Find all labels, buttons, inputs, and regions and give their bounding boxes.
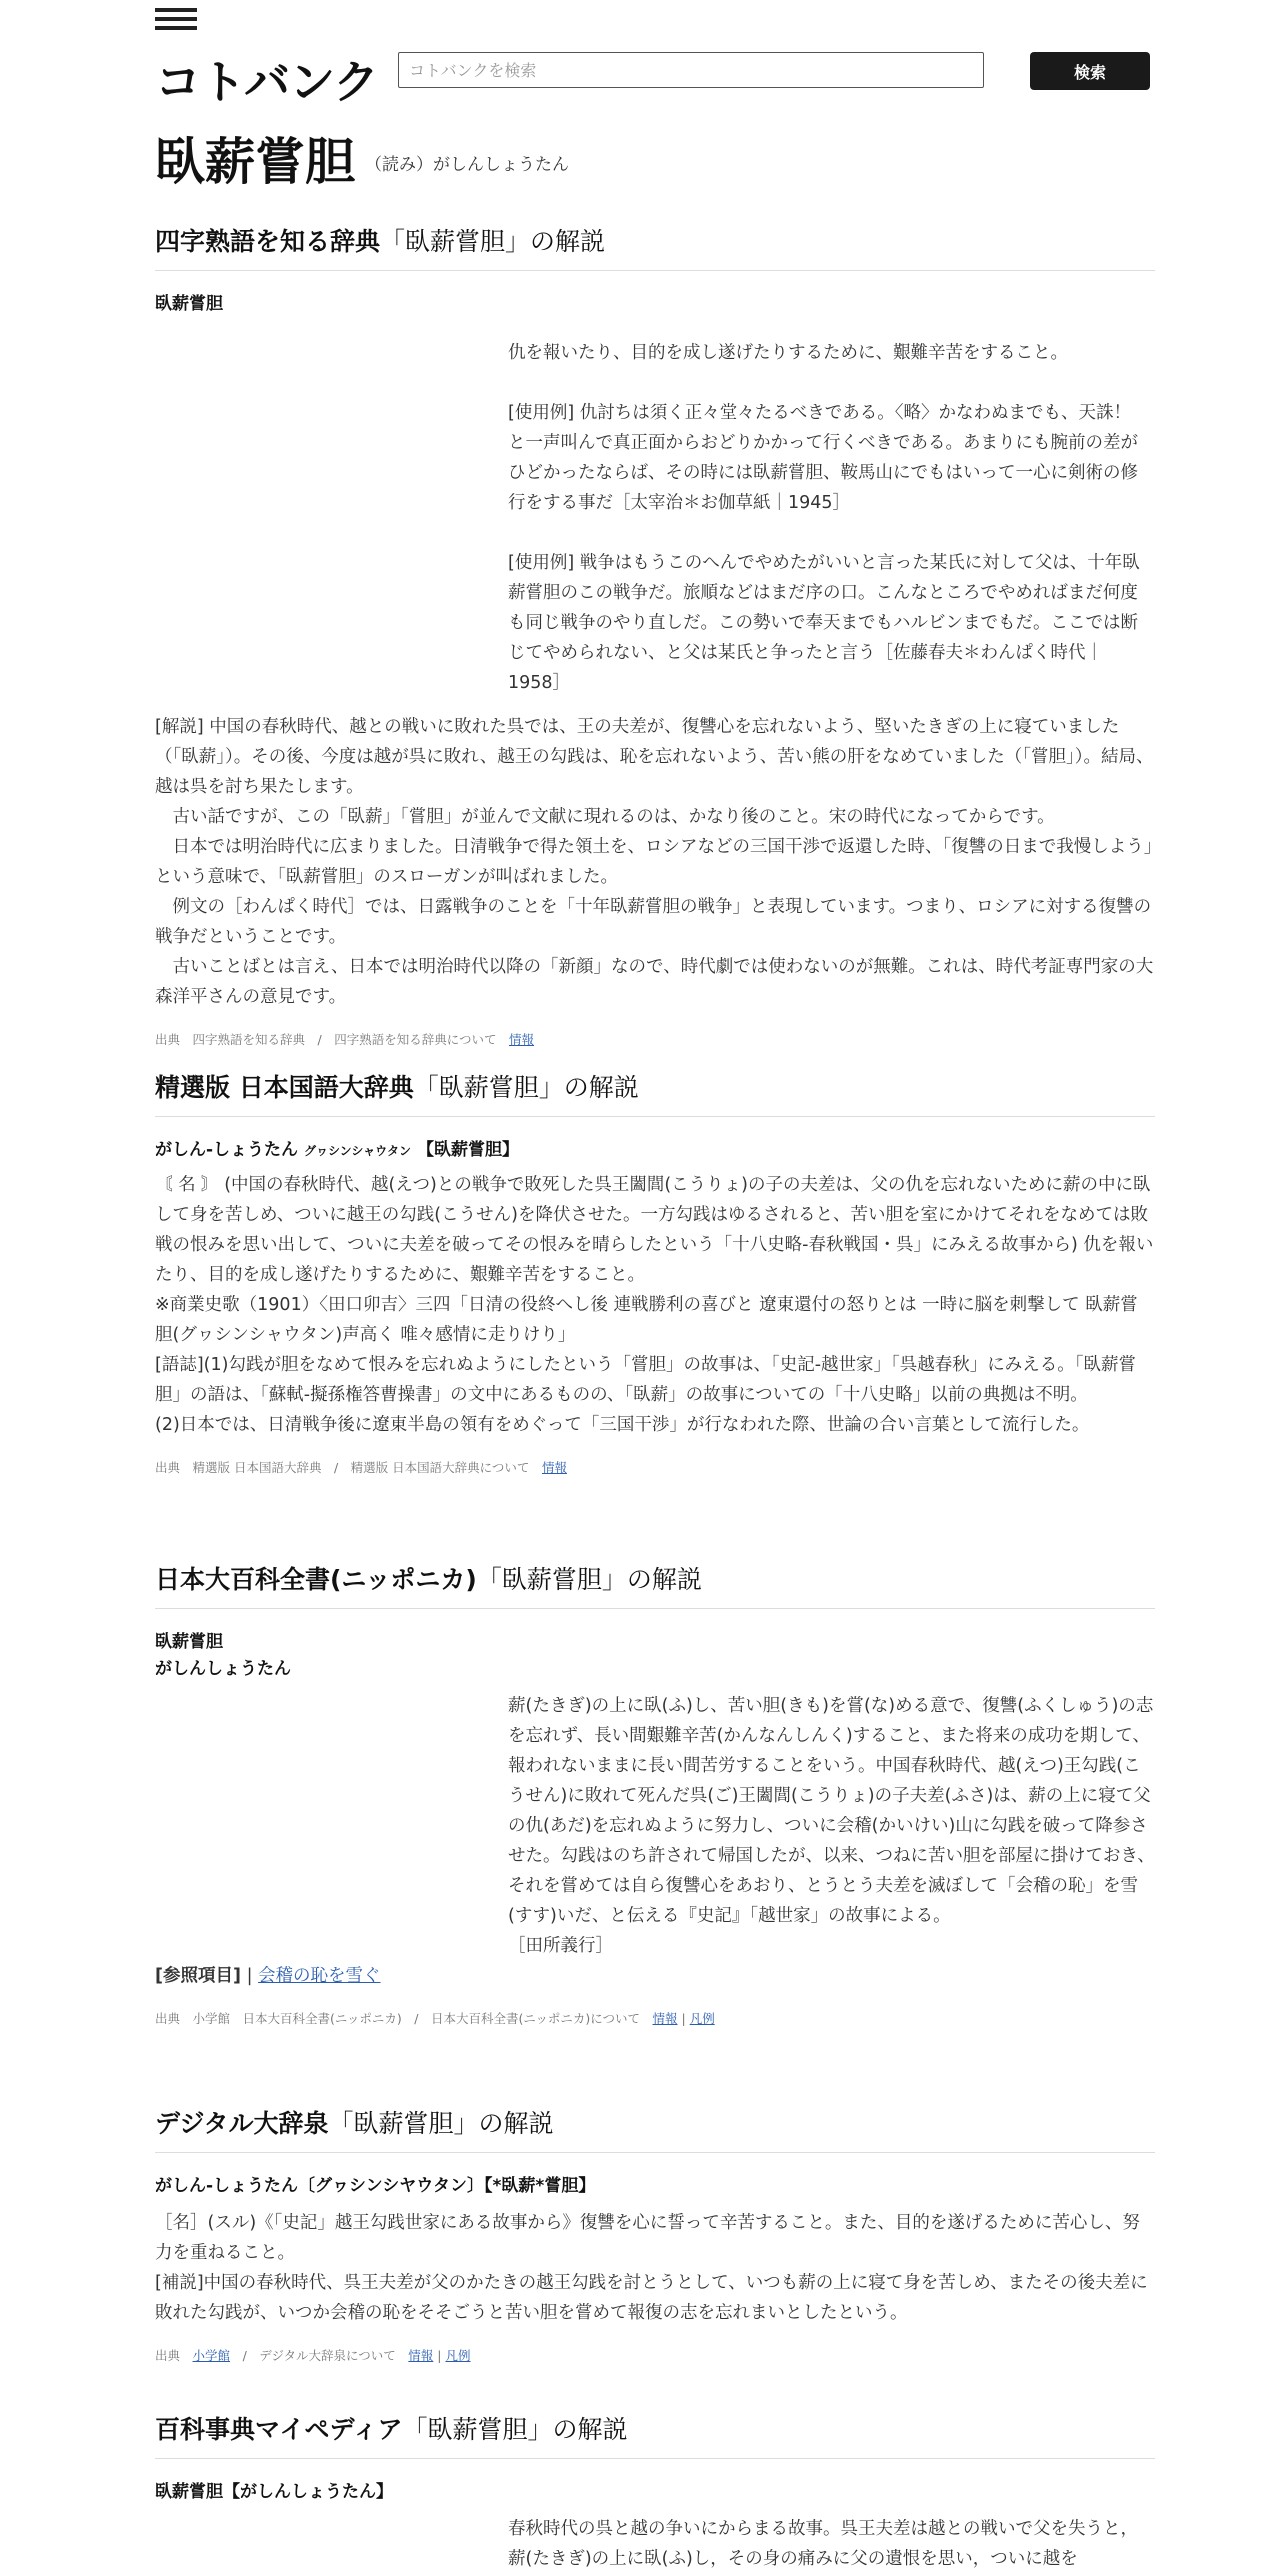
dict-name[interactable]: デジタル大辞泉 <box>155 2109 329 2138</box>
headword: がしん‐しょうたん〔グヮシンシヤウタン〕【*臥薪*嘗胆】 <box>155 2176 596 2196</box>
section-heading <box>155 222 1155 271</box>
related-link[interactable]: 会稽の恥を雪ぐ <box>258 1966 381 1986</box>
author: ［田所義行］ <box>508 1936 613 1956</box>
section-heading <box>155 2410 1155 2459</box>
page-title: 臥薪嘗胆 <box>155 133 355 191</box>
headword-reading: がしんしょうたん <box>155 1659 291 1679</box>
commentary: [解説] 中国の春秋時代、越との戦いに敗れた呉では、王の夫差が、復讐心を忘れないよう、堅いたきぎの上に寝ていました（「臥薪」）。その後、今度は越が呉に敗れ、越王の勾践は、恥を忘れないよう、苦い熊の肝をなめていました（「嘗胆」）。結局、越は呉を討ち果たします。 <box>155 717 1154 797</box>
usage-example: [使用例] 戦争はもうこのへんでやめたがいいと言った某氏に対して父は、十年臥薪嘗胆のこの戦争だ。旅順などはまだ序の口。こんなところでやめればまだ何度も同じ戦争のやり直しだ。この勢いで奉天までもハルビンまでもだ。ここでは断じてやめられない、と父は某氏と争ったと言う［佐藤春夫＊わんぱく時代｜1958］ <box>508 553 1140 693</box>
source-line: 出典 四字熟語を知る辞典 / 四字熟語を知る辞典について 情報 <box>155 1032 534 1047</box>
section-heading <box>155 1068 1155 1117</box>
heading-suffix: 「臥薪嘗胆」の解説 <box>413 1073 639 1102</box>
entry-reading: （読み）がしんしょうたん <box>365 155 569 175</box>
commentary: 古いことばとは言え、日本では明治時代以降の「新顔」なので、時代劇では使わないのが無難。これは、時代考証専門家の大森洋平さんの意見です。 <box>155 957 1154 1007</box>
definition: 〘 名 〙 (中国の春秋時代、越(えつ)との戦争で敗死した呉王闔閭(こうりょ)の子の夫差は、父の仇を忘れないために薪の中に臥して身を苦しめ、ついに越王の勾践(こうせん)を降伏させた。一方勾践はゆるされると、苦い胆を室にかけてそれをなめては敗戦の恨みを思い出して、ついに夫差を破ってその恨みを晴らしたという「十八史略‐春秋戦国・呉」にみえる故事から) 仇を報いたり、目的を成し遂げたりするために、艱難辛苦をすること。 <box>155 1175 1154 1285</box>
citation: ※商業史歌（1901）〈田口卯吉〉三四「日清の役終へし後 連戦勝利の喜びと 遼東還付の怒りとは 一時に脳を刺撃して 臥薪嘗胆(グヮシンシャウタン)声高く 唯々感情に走りけり」 <box>155 1295 1138 1345</box>
heading-suffix: 「臥薪嘗胆」の解説 <box>380 227 606 256</box>
info-link[interactable]: 情報 <box>541 1460 567 1475</box>
search-input[interactable] <box>398 52 984 88</box>
dict-name[interactable]: 精選版 日本国語大辞典 <box>155 1073 414 1102</box>
heading-suffix: 「臥薪嘗胆」の解説 <box>328 2109 554 2138</box>
commentary: 日本では明治時代に広まりました。日清戦争で得た領土を、ロシアなどの三国干渉で返還した時、「復讐の日まで我慢しよう」という意味で、「臥薪嘗胆」のスローガンが叫ばれました。 <box>155 837 1153 887</box>
dict-name[interactable]: 百科事典マイペディア <box>155 2415 403 2444</box>
site-logo[interactable]: コトバンク <box>155 55 379 109</box>
section-mypedia <box>155 2410 1155 2574</box>
section-heading <box>155 2104 1155 2153</box>
etymology-note: [語誌](1)勾践が胆をなめて恨みを忘れぬようにしたという「嘗胆」の故事は、「史記‐越世家」「呉越春秋」にみえる。「臥薪嘗胆」の語は、「蘇軾‐擬孫権答曹操書」の文中にあるものの、「臥薪」の故事についての「十八史略」以前の典拠は不明。 <box>155 1355 1137 1405</box>
section-yojijukugo <box>155 222 1155 1048</box>
legend-link[interactable]: 凡例 <box>445 2348 471 2363</box>
headword: 臥薪嘗胆 <box>155 294 223 314</box>
headword: 臥薪嘗胆【がしんしょうたん】 <box>155 2482 393 2502</box>
source-line: 出典 精選版 日本国語大辞典 / 精選版 日本国語大辞典について 情報 <box>155 1460 567 1475</box>
supplement: [補説]中国の春秋時代、呉王夫差が父のかたきの越王勾践を討とうとして、いつも薪の上に寝て身を苦しめ、またその後夫差に敗れた勾践が、いつか会稽の恥をそそごうと苦い胆を嘗めて報復の志を忘れまいとしたという。 <box>155 2273 1148 2323</box>
legend-link[interactable]: 凡例 <box>689 2011 715 2026</box>
headword: がしん‐しょうたん グヮシンシャウタン 【臥薪嘗胆】 <box>155 1140 519 1160</box>
definition: 薪(たきぎ)の上に臥(ふ)し、苦い胆(きも)を嘗(な)める意で、復讐(ふくしゅう)の志を忘れず、長い間艱難辛苦(かんなんしんく)すること、また将来の成功を期して、報われないままに長い間苦労することをいう。中国春秋時代、越(えつ)王勾践(こうせん)に敗れて死んだ呉(ご)王闔閭(こうりょ)の子夫差(ふさ)は、薪の上に寝て父の仇(あだ)を忘れぬように努力し、ついに会稽(かいけい)山に勾践を破って降参させた。勾践はのち許されて帰国したが、以来、つねに苦い胆を部屋に掛けておき、それを嘗めては自ら復讐心をあおり、とうとう夫差を滅ぼして「会稽の恥」を雪(すす)いだ、と伝える『史記』「越世家」の故事による。 <box>508 1696 1155 1926</box>
section-nipponica <box>155 1560 1155 2027</box>
related-terms: [参照項目] | 会稽の恥を雪ぐ <box>155 1966 381 1986</box>
commentary: 古い話ですが、この「臥薪」「嘗胆」が並んで文献に現れるのは、かなり後のこと。宋の時代になってからです。 <box>155 807 1055 827</box>
etymology-note: (2)日本では、日清戦争後に遼東半島の領有をめぐって「三国干渉」が行なわれた際、世論の合い言葉として流行した。 <box>155 1415 1090 1435</box>
section-nikkoku <box>155 1068 1155 1476</box>
commentary: 例文の［わんぱく時代］では、日露戦争のことを「十年臥薪嘗胆の戦争」と表現しています。つまり、ロシアに対する復讐の戦争だということです。 <box>155 897 1152 947</box>
usage-example: [使用例] 仇討ちは須く正々堂々たるべきである。〈略〉かなわぬまでも、天誅！ と一声叫んで真正面からおどりかかって行くべきである。あまりにも腕前の差がひどかったならば、その時には臥薪嘗胆、鞍馬山にでもはいって一心に剣術の修行をする事だ［太宰治＊お伽草紙｜1945］ <box>508 403 1149 513</box>
definition: 仇を報いたり、目的を成し遂げたりするために、艱難辛苦をすること。 <box>508 343 1068 363</box>
search-button[interactable]: 検索 <box>1030 52 1150 90</box>
info-link[interactable]: 情報 <box>508 1032 534 1047</box>
menu-icon[interactable] <box>155 8 197 32</box>
definition: 春秋時代の呉と越の争いにからまる故事。呉王夫差は越との戦いで父を失うと，薪(たきぎ)の上に臥(ふ)し，その身の痛みに父の遺恨を思い，ついに越を <box>508 2519 1138 2569</box>
source-line: 出典 小学館 日本大百科全書(ニッポニカ) / 日本大百科全書(ニッポニカ)について 情報 | 凡例 <box>155 2011 715 2026</box>
section-heading <box>155 1560 1155 1609</box>
info-link[interactable]: 情報 <box>408 2348 434 2363</box>
publisher-link[interactable]: 小学館 <box>192 2348 231 2363</box>
source-line: 出典 小学館 / デジタル大辞泉について 情報 | 凡例 <box>155 2348 471 2363</box>
headword: 臥薪嘗胆 <box>155 1632 223 1652</box>
heading-suffix: 「臥薪嘗胆」の解説 <box>476 1565 702 1594</box>
heading-suffix: 「臥薪嘗胆」の解説 <box>402 2415 628 2444</box>
dict-name[interactable]: 四字熟語を知る辞典 <box>155 227 381 256</box>
dict-name[interactable]: 日本大百科全書(ニッポニカ) <box>155 1565 477 1594</box>
info-link[interactable]: 情報 <box>652 2011 678 2026</box>
section-daijisen <box>155 2104 1155 2364</box>
definition: ［名］(スル)《「史記」越王勾践世家にある故事から》復讐を心に誓って辛苦すること。また、目的を遂げるために苦心し、努力を重ねること。 <box>155 2213 1140 2263</box>
